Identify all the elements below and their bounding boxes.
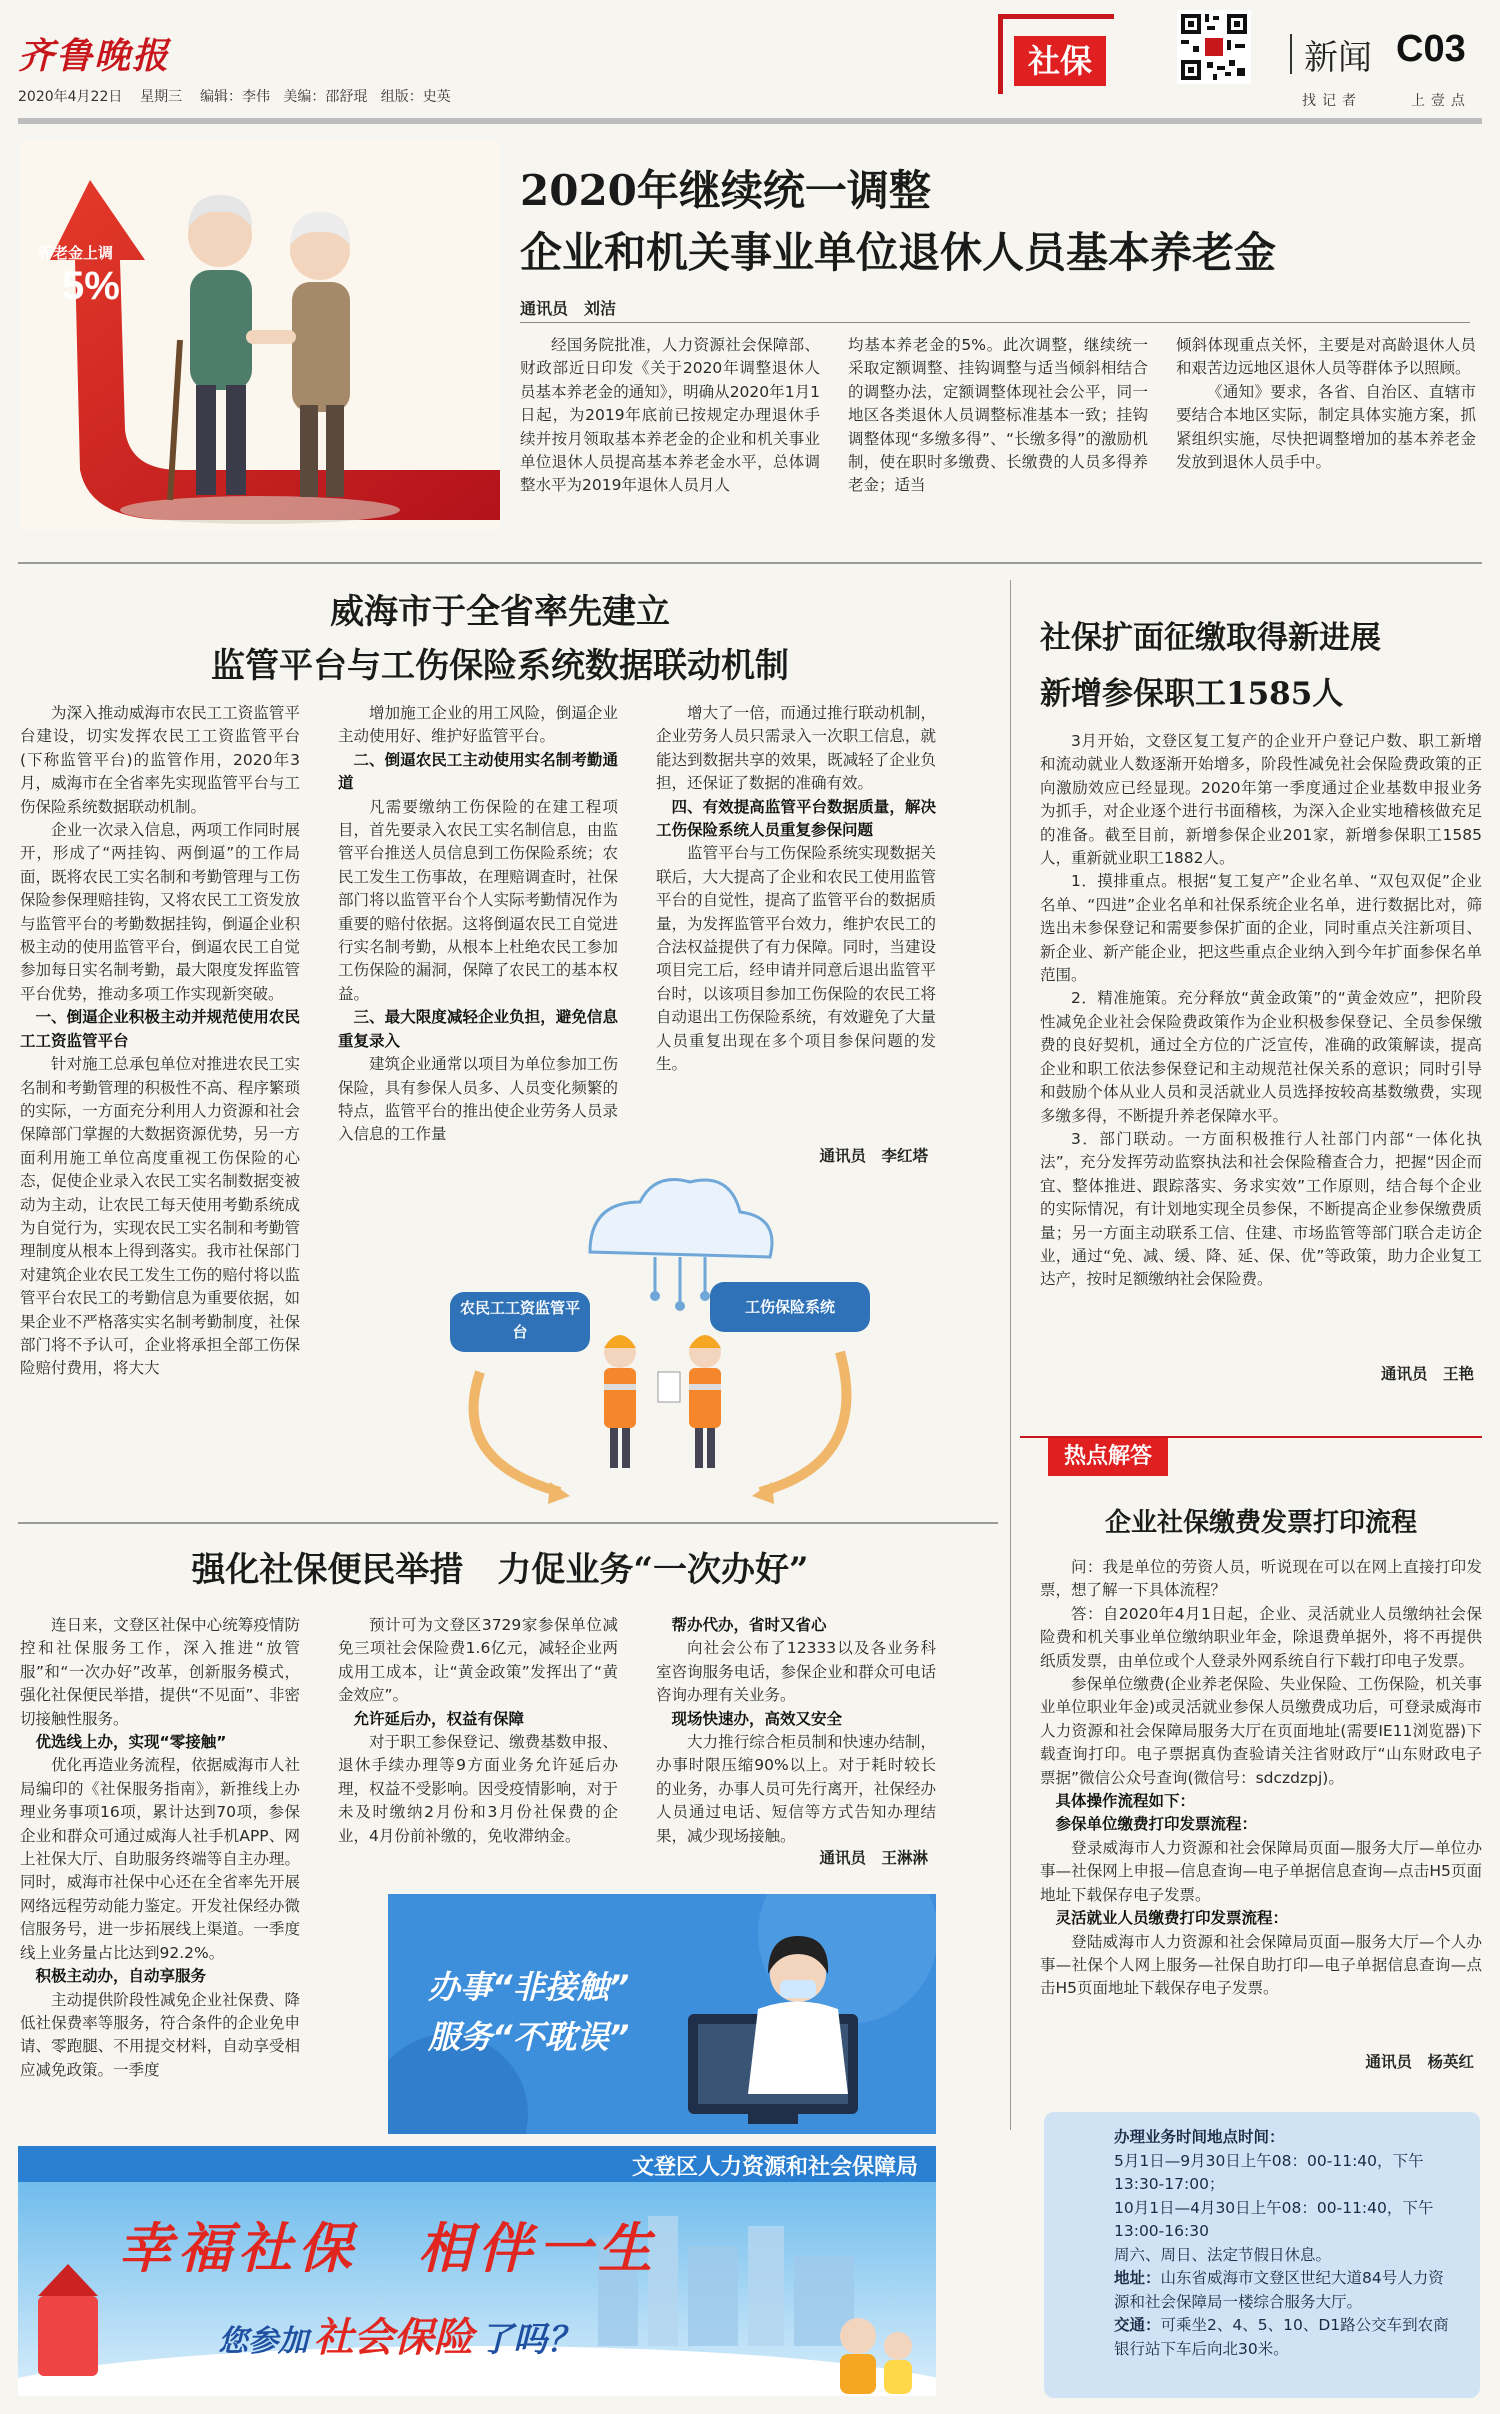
pension-badge-label: 养老金上调: [38, 244, 114, 262]
article1-col3: [1176, 334, 1476, 474]
article1-col1-text: 经国务院批准，人力资源社会保障部、财政部近日印发《关于2020年调整退休人员基本养老金的通知》，明确从2020年1月1日起，为2019年底前已按规定办理退休手续并按月领取基本养老金的企业和机关事业单位退休人员提高基本养老金水平，总体调整水平为2019年退休人员月人: [520, 336, 820, 495]
article3-title-line1: 社保扩面征缴取得新进展: [1040, 620, 1381, 656]
info-traffic: [1066, 2314, 1458, 2361]
section-subheading: 二、倒逼农民工主动使用实名制考勤通道: [338, 750, 618, 793]
info-hours-3: 周六、周日、法定节假日休息。: [1114, 2245, 1332, 2264]
section-subheading: 一、倒逼企业积极主动并规范使用农民工工资监管平台: [20, 1008, 300, 1050]
service-info-box: [1044, 2112, 1480, 2398]
body-paragraph: 大力推行综合柜员制和快速办结制，办事时限压缩90%以上。对于耗时较长的业务，办事人员可先行离开，社保经办人员通过电话、短信等方式告知办理结果，减少现场接触。: [656, 1733, 936, 1845]
info-hours-2: 10月1日—4月30日上午08：00-11:40，下午13:00-16:30: [1114, 2198, 1434, 2240]
article3-title-line2: 新增参保职工1585人: [1040, 676, 1344, 712]
section-rule-1: [18, 562, 1482, 564]
body-paragraph: 监管平台与工伤保险系统实现数据关联后，大大提高了企业和农民工使用监管平台的自觉性，提高了监管平台的数据质量，为发挥监管平台效力，维护农民工的合法权益提供了有力保障。同时，当建设项目完工后，经申请并同意后退出监管平台时，以该项目参加工伤保险的农民工将自动退出工伤保险系统，有效避免了大量人员重复出现在多个项目参保问题的发生。: [656, 844, 936, 1074]
info-address: [1066, 2267, 1458, 2314]
masthead: [0, 0, 1500, 120]
section-rule-2: [18, 1522, 998, 1524]
body-paragraph: 3月开始，文登区复工复产的企业开户登记户数、职工新增和流动就业人数逐渐开始增多，阶段性减免社会保险费政策的正向激励效应已经显现。2020年第一季度通过企业基数申报业务为抓手，对企业逐个进行书面稽核，为深入企业实地稽核做充足的准备。截至目前，新增参保企业201家，新增参保职工1585人，重新就业职工1882人。: [1040, 732, 1482, 868]
body-paragraph: 凡需要缴纳工伤保险的在建工程项目，首先要录入农民工实名制信息，由监管平台推送人员信息到工伤保险系统；农民工发生工伤事故，在理赔调查时，社保部门将以监管平台个人实际考勤情况作为重要的赔付依据。这将倒逼农民工自觉进行实名制考勤，从根本上杜绝农民工参加工伤保险的漏洞，保障了农民工的基本权益。: [338, 797, 618, 1003]
body-paragraph: 增大了一倍，而通过推行联动机制，企业劳务人员只需录入一次职工信息，就能达到数据共享的效果，既减轻了企业负担，还保证了数据的准确有效。: [656, 704, 936, 793]
diagram-label-right: 工伤保险系统: [744, 1298, 835, 1316]
banner-line1: 办事“非接触”: [428, 1968, 630, 2006]
body-paragraph: 向社会公布了12333以及各业务科室咨询服务电话，参保企业和群众可电话咨询办理有关业务。: [656, 1639, 936, 1705]
paper-logo: 齐鲁晚报: [18, 35, 171, 77]
question-suffix: 了吗？: [479, 2320, 582, 2360]
masthead-rule: [18, 118, 1482, 124]
designer: 美编：邵舒琨: [283, 89, 368, 105]
article2-col2: [338, 702, 618, 1147]
article1-col3-text-a: 倾斜体现重点关怀，主要是对高龄退休人员和艰苦边远地区退休人员等群体予以照顾。: [1176, 336, 1476, 378]
question-prefix: 您参加: [218, 2324, 308, 2359]
section-subheading: 优选线上办，实现“零接触”: [35, 1733, 227, 1752]
info-address-text: 山东省威海市文登区世纪大道84号人力资源和社会保障局一楼综合服务大厅。: [1114, 2269, 1444, 2311]
diagram-label-left: 农民工工资监管平台: [459, 1299, 580, 1341]
col-divider-right: [1010, 580, 1011, 2130]
layout-editor: 组版：史英: [380, 89, 451, 105]
section-subheading: 帮办代办，省时又省心: [671, 1616, 827, 1634]
section-subheading: 现场快速办，高效又安全: [671, 1709, 843, 1728]
qr-code-graphic: [1177, 10, 1251, 84]
section-subheading: 三、最大限度减轻企业负担，避免信息重复录入: [338, 1008, 618, 1050]
section-subheading: 积极主动办，自动享服务: [35, 1967, 207, 1986]
article4-byline: 通讯员 王淋淋: [819, 1849, 928, 1867]
body-paragraph: 预计可为文登区3729家参保单位减免三项社会保险费1.6亿元，减轻企业两成用工成本，让“黄金政策”发挥出了“黄金效应”。: [338, 1616, 618, 1705]
question-emphasis: 社会保险: [313, 2315, 474, 2361]
bottom-banner-slogan: 幸福社保 相伴一生: [118, 2216, 658, 2280]
article2-title-line2: 监管平台与工伤保险系统数据联动机制: [211, 646, 789, 686]
social-insurance-banner: [18, 2146, 936, 2396]
hot-qa-title: 企业社保缴费发票打印流程: [1104, 1508, 1417, 1538]
bottom-banner-question: [218, 2306, 581, 2363]
article2-col1: [20, 702, 300, 1381]
body-paragraph: 登录威海市人力资源和社会保障局页面—服务大厅—单位办事—社保网上申报—信息查询—电子单据信息查询—点击H5页面地址下载保存电子发票。: [1040, 1838, 1482, 1904]
info-address-label: 地址：: [1114, 2269, 1161, 2287]
reporter-slogan-b: 上壹点: [1410, 93, 1471, 109]
issue-weekday: 星期三: [140, 89, 183, 105]
banner-line2: 服务“不耽误”: [428, 2018, 630, 2056]
article4-col2: [338, 1614, 618, 1848]
bottom-banner-agency: 文登区人力资源和社会保障局: [631, 2155, 918, 2180]
pension-illustration-graphic: [20, 140, 500, 530]
page-label: 新闻: [1304, 38, 1372, 78]
page-number: C03: [1396, 28, 1466, 70]
pension-badge-percent: 5%: [62, 264, 120, 308]
hot-qa-tag: 热点解答: [1048, 1438, 1168, 1476]
body-paragraph: 针对施工总承包单位对推进农民工实名制和考勤管理的积极性不高、程序繁琐的实际，一方面充分利用人力资源和社会保障部门掌握的大数据资源优势，另一方面利用施工单位高度重视工伤保险的心态，促使企业录入农民工实名制数据变被动为主动，让农民工每天使用考勤系统成为自觉行为，实现农民工实名制和考勤管理制度从根本上得到落实。我市社保部门对建筑企业农民工发生工伤的赔付将以监管平台农民工的考勤信息为重要依据，如果企业不严格落实实名制考勤制度，社保部门将不予认可，企业将承担全部工伤保险赔付费用，将大大: [20, 1055, 300, 1378]
body-paragraph: 参保单位缴费(企业养老保险、失业保险、工伤保险，机关事业单位职业年金)或灵活就业参保人员缴费成功后，可登录威海市人力资源和社会保障局服务大厅在页面地址(需要IE11浏览器)下载查询打印。电子票据真伪查验请关注省财政厅“山东财政电子票据”微信公众号查询(微信号：sdczdzpj)。: [1040, 1675, 1482, 1787]
article1-col2: [848, 334, 1148, 498]
reporter-slogan-a: 找记者: [1302, 93, 1362, 109]
section-subheading: 允许延后办，权益有保障: [353, 1709, 525, 1728]
info-traffic-text: 可乘坐2、4、5、10、D1路公交车到农商银行站下车后向北30米。: [1114, 2316, 1449, 2358]
article3-body: [1040, 730, 1482, 1292]
body-paragraph: 对于职工参保登记、缴费基数申报、退休手续办理等9方面业务允许延后办理，权益不受影响。因受疫情影响，对于未及时缴纳2月份和3月份社保费的企业，4月份前补缴的，免收滞纳金。: [338, 1733, 618, 1845]
hot-qa-byline: 通讯员 杨英红: [1365, 2053, 1474, 2071]
non-contact-banner: [388, 1894, 936, 2134]
body-paragraph: 3．部门联动。一方面积极推行人社部门内部“一体化执法”，充分发挥劳动监察执法和社会保险稽查合力，把握“因企而宜、整体推进、跟踪落实、务求实效”工作原则，结合每个企业的实际情况，有计划地实现全员参保，不断提高企业参保缴费质量；另一方面主动联系工信、住建、市场监管等部门联合走访企业，通过“免、减、缓、降、延、保、优”等政策，助力企业复工达产，按时足额缴纳社会保险费。: [1040, 1129, 1482, 1289]
article4-col3: [656, 1614, 936, 1848]
section-subheading: 具体操作流程如下：: [1055, 1792, 1196, 1811]
article2-col3: [656, 702, 936, 1077]
body-paragraph: 1．摸排重点。根据“复工复产”企业名单、“双包双促”企业名单、“四进”企业名单和社保系统企业名单，进行数据比对，筛选出未参保登记和需要参保扩面的企业，同时重点关注新项目、新企业、新产能企业，把这些重点企业纳入到今年扩面参保名单范围。: [1040, 872, 1482, 985]
body-paragraph: 建筑企业通常以项目为单位参加工伤保险，具有参保人员多、人员变化频繁的特点，监管平台的推出使企业劳务人员录入信息的工作量: [338, 1055, 618, 1144]
article1-col1: [520, 334, 820, 498]
body-paragraph: 优化再造业务流程，依据威海市人社局编印的《社保服务指南》，新推线上办理业务事项16项，累计达到70项，参保企业和群众可通过威海人社手机APP、网上社保大厅、自助服务终端等自主办理。同时，威海市社保中心还在全省率先开展网络远程劳动能力鉴定。开发社保经办微信服务号，进一步拓展线上渠道。一季度线上业务量占比达到92.2%。: [20, 1756, 300, 1962]
article2-byline: 通讯员 李红塔: [819, 1147, 928, 1165]
info-traffic-label: 交通：: [1114, 2316, 1161, 2334]
body-paragraph: 增加施工企业的用工风险，倒逼企业主动使用好、维护好监管平台。: [338, 704, 618, 746]
pension-illustration: [20, 140, 500, 530]
reporter-slogan: [1302, 90, 1471, 110]
article1-byline: 通讯员 刘洁: [520, 299, 617, 318]
body-paragraph: 答：自2020年4月1日起，企业、灵活就业人员缴纳社会保险费和机关事业单位缴纳职业年金，除退费单据外，将不再提供纸质发票，由单位或个人登录外网系统自行下载打印电子发票。: [1040, 1604, 1482, 1670]
body-paragraph: 2．精准施策。充分释放“黄金政策”的“黄金效应”，把阶段性减免企业社会保险费政策作为企业积极参保登记、全员参保缴费的良好契机，通过全方位的广泛宣传，准确的政策解读，提高企业和职工依法参保登记和主动规范社保关系的意识；同时引导和鼓励个体从业人员和灵活就业人员选择按较高基数缴费，实现多缴多得，不断提升养老保障水平。: [1040, 989, 1482, 1125]
section-tag: 社保: [1014, 36, 1106, 86]
body-paragraph: 问：我是单位的劳资人员，听说现在可以在网上直接打印发票，想了解一下具体流程？: [1040, 1558, 1482, 1600]
article3-byline: 通讯员 王艳: [1380, 1365, 1474, 1383]
section-subheading: 参保单位缴费打印发票流程：: [1055, 1815, 1258, 1834]
editor: 编辑：李伟: [199, 89, 270, 105]
body-paragraph: 登陆威海市人力资源和社会保障局页面—服务大厅—个人办事—社保个人网上服务—社保自助打印—电子单据信息查询—点击H5页面地址下载保存电子发票。: [1040, 1932, 1482, 1998]
article1-title-line1: 2020年继续统一调整: [520, 166, 931, 215]
article1-title-line2: 企业和机关事业单位退休人员基本养老金: [520, 228, 1277, 277]
article1-col3-text-b: 《通知》要求，各省、自治区、直辖市要结合本地区实际，制定具体实施方案，抓紧组织实施，尽快把调整增加的基本养老金发放到退休人员手中。: [1176, 382, 1476, 472]
masthead-divider: [1290, 34, 1292, 74]
qr-code-icon: [1177, 10, 1251, 84]
body-paragraph: 为深入推动威海市农民工工资监管平台建设，切实发挥农民工工资监管平台(下称监管平台)的监管作用，2020年3月，威海市在全省率先实现监管平台与工伤保险系统数据联动机制。: [20, 704, 300, 816]
info-hours-1: 5月1日—9月30日上午08：00-11:40，下午13:30-17:00；: [1114, 2151, 1424, 2193]
hot-qa-body: [1040, 1556, 1482, 2001]
masthead-meta: [18, 86, 451, 106]
article1-col2-text: 均基本养老金的5%。此次调整，继续统一采取定额调整、挂钩调整与适当倾斜相结合的调整办法，定额调整体现社会公平，同一地区各类退休人员调整标准基本一致；挂钩调整体现“多缴多得”、“长缴多得”的激励机制，使在职时多缴费、长缴费的人员多得养老金；适当: [848, 336, 1148, 495]
section-subheading: 灵活就业人员缴费打印发票流程：: [1055, 1909, 1289, 1928]
body-paragraph: 主动提供阶段性减免企业社保费、降低社保费率等服务，符合条件的企业免申请、零跑腿、不用提交材料，自动享受相应减免政策。一季度: [20, 1990, 300, 2079]
article2-title-line1: 威海市于全省率先建立: [330, 592, 670, 632]
info-title: 办理业务时间地点时间：: [1114, 2128, 1285, 2146]
body-paragraph: 连日来，文登区社保中心统筹疫情防控和社保服务工作，深入推进“放管服”和“一次办好”改革，创新服务模式，强化社保便民举措，提供“不见面”、非密切接触性服务。: [20, 1616, 300, 1728]
article4-title: 强化社保便民举措 力促业务“一次办好”: [191, 1550, 809, 1590]
section-subheading: 四、有效提高监管平台数据质量，解决工伤保险系统人员重复参保问题: [656, 797, 936, 840]
article4-col1: [20, 1614, 300, 2082]
body-paragraph: 企业一次录入信息，两项工作同时展开，形成了“两挂钩、两倒逼”的工作局面，既将农民工实名制和考勤管理与工伤保险参保理赔挂钩，又将农民工工资发放与监管平台的考勤数据挂钩，倒逼企业积极主动的使用监管平台，倒逼农民工自觉参加每日实名制考勤，最大限度发挥监管平台优势，推动多项工作实现新突破。: [20, 821, 300, 1003]
issue-date: 2020年4月22日: [18, 89, 123, 105]
data-linkage-diagram: [440, 1172, 880, 1512]
article1-byline-rule: [520, 322, 1470, 323]
